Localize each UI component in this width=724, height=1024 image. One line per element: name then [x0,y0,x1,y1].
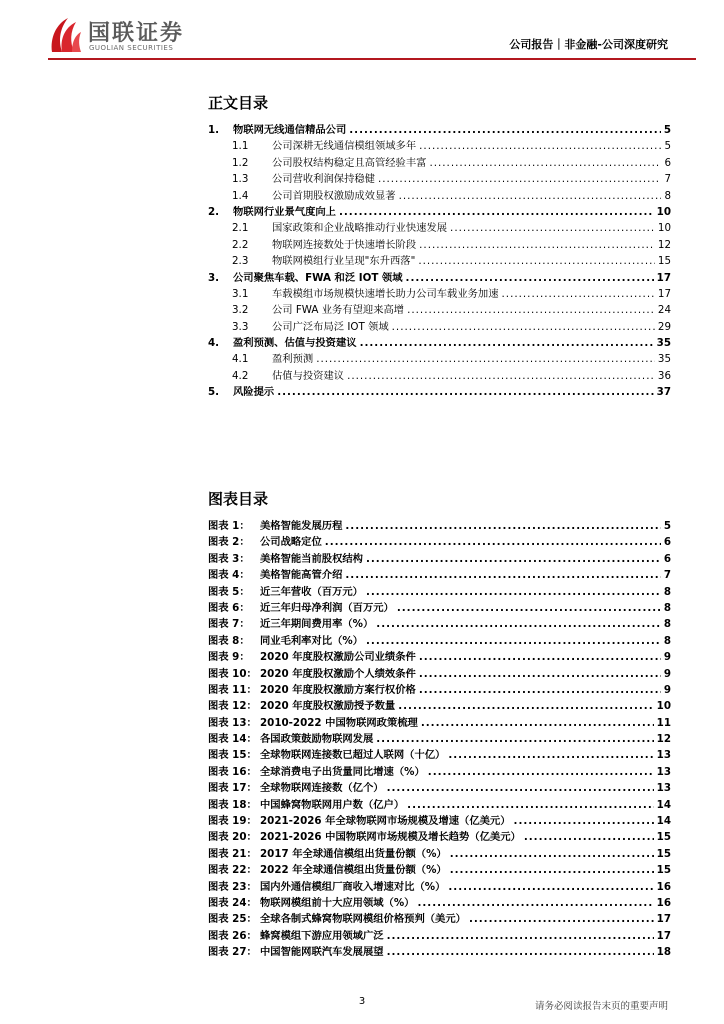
entry-number: 1.4 [232,189,249,202]
entry-number: 图表 21： [208,847,257,860]
dot-leader [418,253,655,269]
entry-number: 4.1 [232,353,249,366]
dot-leader [428,764,654,780]
dot-leader [376,616,661,632]
figure-entry[interactable] [208,895,671,911]
entry-title: 全球物联网连接数已超过人联网（十亿） [260,749,446,762]
figure-entry[interactable] [208,764,671,780]
entry-page: 13 [656,765,671,778]
dot-leader [419,682,661,698]
entry-title: 国家政策和企业战略推动行业快速发展 [272,222,448,235]
entry-title: 美格智能发展历程 [260,520,343,532]
entry-title: 公司聚焦车载、FWA 和泛 IOT 领域 [233,271,403,284]
figure-entry[interactable] [208,797,671,813]
entry-title: 近三年期间费用率（%） [260,618,374,631]
toc-entry[interactable] [208,122,671,138]
entry-number: 图表 6： [208,601,250,614]
logo-english-name: GUOLIAN SECURITIES [89,44,174,52]
entry-title: 物联网连接数处于快速增长阶段 [272,238,417,251]
figure-entry[interactable] [208,534,671,550]
entry-number: 5. [208,386,220,399]
entry-number: 图表 4： [208,569,250,582]
figure-entry[interactable] [208,698,671,714]
entry-title: 近三年归母净利润（百万元） [260,601,394,614]
figure-entry[interactable] [208,551,671,567]
entry-number: 1.3 [232,173,249,186]
dot-leader [429,155,661,171]
figure-entry[interactable] [208,879,671,895]
figure-entry[interactable] [208,649,671,665]
entry-page: 6 [663,536,671,549]
dot-leader [398,698,653,714]
entry-number: 图表 8： [208,634,250,647]
dot-leader [387,780,654,796]
toc-entry[interactable] [208,171,671,187]
entry-page: 8 [663,618,671,631]
entry-title: 公司广泛布局泛 IOT 领域 [272,320,389,333]
entry-title: 估值与投资建议 [272,369,345,382]
entry-number: 图表 17： [208,782,257,795]
entry-page: 17 [656,271,671,284]
dot-leader [345,518,660,534]
figure-entry[interactable] [208,944,671,960]
dot-leader [360,335,654,351]
entry-title: 全球消费电子出货量同比增速（%） [260,765,425,778]
dot-leader [450,220,655,236]
toc-entry[interactable] [208,286,671,302]
entry-number: 图表 7： [208,618,250,631]
dot-leader [421,715,654,731]
dot-leader [347,368,655,384]
entry-page: 17 [656,929,671,942]
entry-page: 5 [663,520,671,532]
dot-leader [366,633,661,649]
dot-leader [524,829,654,845]
toc-entry[interactable] [208,302,671,318]
toc-entry[interactable] [208,138,671,154]
figure-entry[interactable] [208,715,671,731]
entry-number: 图表 12： [208,700,257,713]
entry-title: 公司股权结构稳定且高管经验丰富 [272,156,427,169]
entry-page: 14 [656,798,671,811]
dot-leader [399,188,662,204]
figure-entry[interactable] [208,518,671,534]
entry-number: 1.1 [232,140,249,153]
entry-page: 15 [656,864,671,877]
entry-page: 24 [657,304,671,317]
entry-page: 10 [656,205,671,218]
toc-entry[interactable] [208,188,671,204]
toc-entry[interactable] [208,253,671,269]
figure-entry[interactable] [208,928,671,944]
entry-title: 公司深耕无线通信模组领域多年 [272,140,417,153]
figure-entry[interactable] [208,747,671,763]
entry-page: 8 [664,189,671,202]
entry-number: 图表 18： [208,798,257,811]
entry-title: 风险提示 [233,386,275,399]
figure-entry[interactable] [208,584,671,600]
entry-title: 美格智能高管介绍 [260,569,343,582]
dot-leader [419,666,661,682]
entry-title: 盈利预测、估值与投资建议 [233,337,357,350]
figure-entry[interactable] [208,780,671,796]
toc-entry[interactable] [208,270,671,286]
entry-page: 6 [664,156,671,169]
figure-entry[interactable] [208,911,671,927]
entry-page: 12 [656,733,671,746]
dot-leader [397,600,661,616]
entry-page: 5 [664,140,671,153]
toc-entry[interactable] [208,368,671,384]
entry-page: 13 [656,749,671,762]
dot-leader [366,584,661,600]
entry-number: 图表 15： [208,749,257,762]
entry-title: 全球物联网连接数（亿个） [260,782,384,795]
entry-page: 37 [656,386,671,399]
entry-page: 15 [656,847,671,860]
dot-leader [378,171,661,187]
toc-entry[interactable] [208,335,671,351]
company-logo [48,16,208,56]
entry-number: 4. [208,337,220,350]
figure-entry[interactable] [208,567,671,583]
toc-entry[interactable] [208,155,671,171]
entry-number: 图表 2： [208,536,250,549]
entry-number: 图表 19： [208,815,257,828]
entry-number: 图表 22： [208,864,257,877]
entry-page: 5 [663,124,671,136]
dot-leader [407,302,655,318]
figure-entry[interactable] [208,813,671,829]
entry-title: 美格智能当前股权结构 [260,552,363,565]
dot-leader [387,944,654,960]
figure-entry[interactable] [208,829,671,845]
dot-leader [469,911,654,927]
entry-title: 公司 FWA 业务有望迎来高增 [272,304,405,317]
page-header [0,0,724,64]
entry-page: 15 [656,831,671,844]
entry-number: 2. [208,205,220,218]
entry-number: 2.1 [232,222,249,235]
dot-leader [345,567,660,583]
dot-leader [277,384,653,400]
dot-leader [450,862,654,878]
entry-number: 3.1 [232,287,249,300]
entry-number: 图表 25： [208,913,257,926]
entry-title: 2010-2022 中国物联网政策梳理 [260,716,418,729]
entry-page: 8 [663,601,671,614]
entry-title: 2021-2026 年全球物联网市场规模及增速（亿美元） [260,815,511,828]
entry-title: 盈利预测 [272,353,314,366]
dot-leader [514,813,654,829]
entry-number: 图表 1： [208,520,250,532]
entry-number: 图表 26： [208,929,257,942]
entry-title: 国内外通信模组厂商收入增速对比（%） [260,880,446,893]
toc-entry[interactable] [208,204,671,220]
entry-title: 物联网模组行业呈现"东升西落" [272,255,416,268]
entry-title: 物联网行业景气度向上 [233,205,336,218]
dot-leader [366,551,661,567]
entry-page: 9 [663,667,671,680]
entry-page: 16 [656,896,671,909]
entry-number: 图表 13： [208,716,257,729]
entry-title: 公司首期股权激励成效显著 [272,189,396,202]
entry-title: 2020 年度股权激励方案行权价格 [260,683,416,696]
entry-page: 12 [657,238,671,251]
entry-title: 车载模组市场规模快速增长助力公司车载业务加速 [272,287,499,300]
dot-leader [339,204,654,220]
toc-entry[interactable] [208,319,671,335]
entry-number: 图表 27： [208,946,257,959]
entry-title: 蜂窝模组下游应用领域广泛 [260,929,384,942]
entry-title: 2020 年度股权激励公司业绩条件 [260,651,416,664]
dot-leader [419,649,661,665]
figure-entry[interactable] [208,862,671,878]
entry-number: 图表 10： [208,667,257,680]
entry-page: 17 [657,287,671,300]
page-number: 3 [358,996,366,1007]
entry-number: 图表 14： [208,733,257,746]
entry-page: 14 [656,815,671,828]
figure-entry[interactable] [208,846,671,862]
logo-icon [48,16,82,54]
dot-leader [349,122,661,138]
toc-entry[interactable] [208,351,671,367]
dot-leader [448,879,653,895]
dot-leader [325,534,661,550]
figures-list [208,518,671,961]
entry-page: 9 [663,651,671,664]
entry-number: 3.3 [232,320,249,333]
entry-title: 同业毛利率对比（%） [260,634,363,647]
entry-title: 2020 年度股权激励个人绩效条件 [260,667,416,680]
entry-title: 全球各制式蜂窝物联网模组价格预判（美元） [260,913,466,926]
entry-page: 7 [664,173,671,186]
toc-entry[interactable] [208,220,671,236]
figure-entry[interactable] [208,731,671,747]
entry-title: 2022 年全球通信模组出货量份额（%） [260,864,447,877]
toc-entry[interactable] [208,384,671,400]
header-divider [48,58,696,60]
figure-entry[interactable] [208,616,671,632]
figure-entry[interactable] [208,600,671,616]
dot-leader [419,237,655,253]
dot-leader [417,895,653,911]
entry-page: 15 [657,255,671,268]
entry-page: 9 [663,683,671,696]
entry-page: 16 [656,880,671,893]
entry-number: 3.2 [232,304,249,317]
figure-entry[interactable] [208,682,671,698]
entry-title: 2021-2026 中国物联网市场规模及增长趋势（亿美元） [260,831,521,844]
entry-number: 3. [208,271,220,284]
dot-leader [407,797,654,813]
entry-title: 中国智能网联汽车发展展望 [260,946,384,959]
entry-number: 图表 5： [208,585,250,598]
dot-leader [316,351,655,367]
figure-entry[interactable] [208,666,671,682]
dot-leader [419,138,661,154]
entry-page: 10 [657,222,671,235]
entry-title: 公司战略定位 [260,536,322,549]
entry-number: 1.2 [232,156,249,169]
entry-number: 2.3 [232,255,249,268]
entry-page: 17 [656,913,671,926]
entry-number: 4.2 [232,369,249,382]
entry-page: 35 [657,353,671,366]
entry-page: 35 [656,337,671,350]
toc-entry[interactable] [208,237,671,253]
entry-page: 10 [656,700,671,713]
entry-number: 2.2 [232,238,249,251]
entry-page: 18 [656,946,671,959]
dot-leader [406,270,654,286]
entry-page: 6 [663,552,671,565]
logo-chinese-name: 国联证券 [88,21,185,46]
entry-page: 13 [656,782,671,795]
entry-page: 36 [657,369,671,382]
dot-leader [376,731,653,747]
entry-title: 2017 年全球通信模组出货量份额（%） [260,847,447,860]
entry-title: 各国政策鼓励物联网发展 [260,733,374,746]
entry-title: 物联网模组前十大应用领域（%） [260,896,415,909]
entry-number: 图表 16： [208,765,257,778]
entry-number: 图表 11： [208,683,257,696]
dot-leader [502,286,655,302]
dot-leader [448,747,653,763]
entry-number: 图表 3： [208,552,250,565]
entry-title: 中国蜂窝物联网用户数（亿户） [260,798,405,811]
entry-title: 2020 年度股权激励授予数量 [260,700,396,713]
report-type-label: 公司报告｜非金融-公司深度研究 [509,38,668,51]
figures-title: 图表目录 [208,490,269,508]
entry-page: 8 [663,634,671,647]
entry-number: 图表 23： [208,880,257,893]
entry-title: 近三年营收（百万元） [260,585,363,598]
toc-title: 正文目录 [208,94,269,112]
dot-leader [450,846,654,862]
entry-page: 29 [657,320,671,333]
entry-page: 7 [663,569,671,582]
entry-page: 11 [656,716,671,729]
entry-title: 公司营收利润保持稳健 [272,173,375,186]
dot-leader [387,928,654,944]
toc-list [208,122,671,401]
entry-number: 图表 9： [208,651,250,664]
disclaimer-note: 请务必阅读报告末页的重要声明 [534,1001,668,1012]
dot-leader [392,319,655,335]
entry-number: 1. [208,124,220,136]
entry-page: 8 [663,585,671,598]
entry-number: 图表 24： [208,896,257,909]
entry-title: 物联网无线通信精品公司 [233,124,347,136]
figure-entry[interactable] [208,633,671,649]
entry-number: 图表 20： [208,831,257,844]
